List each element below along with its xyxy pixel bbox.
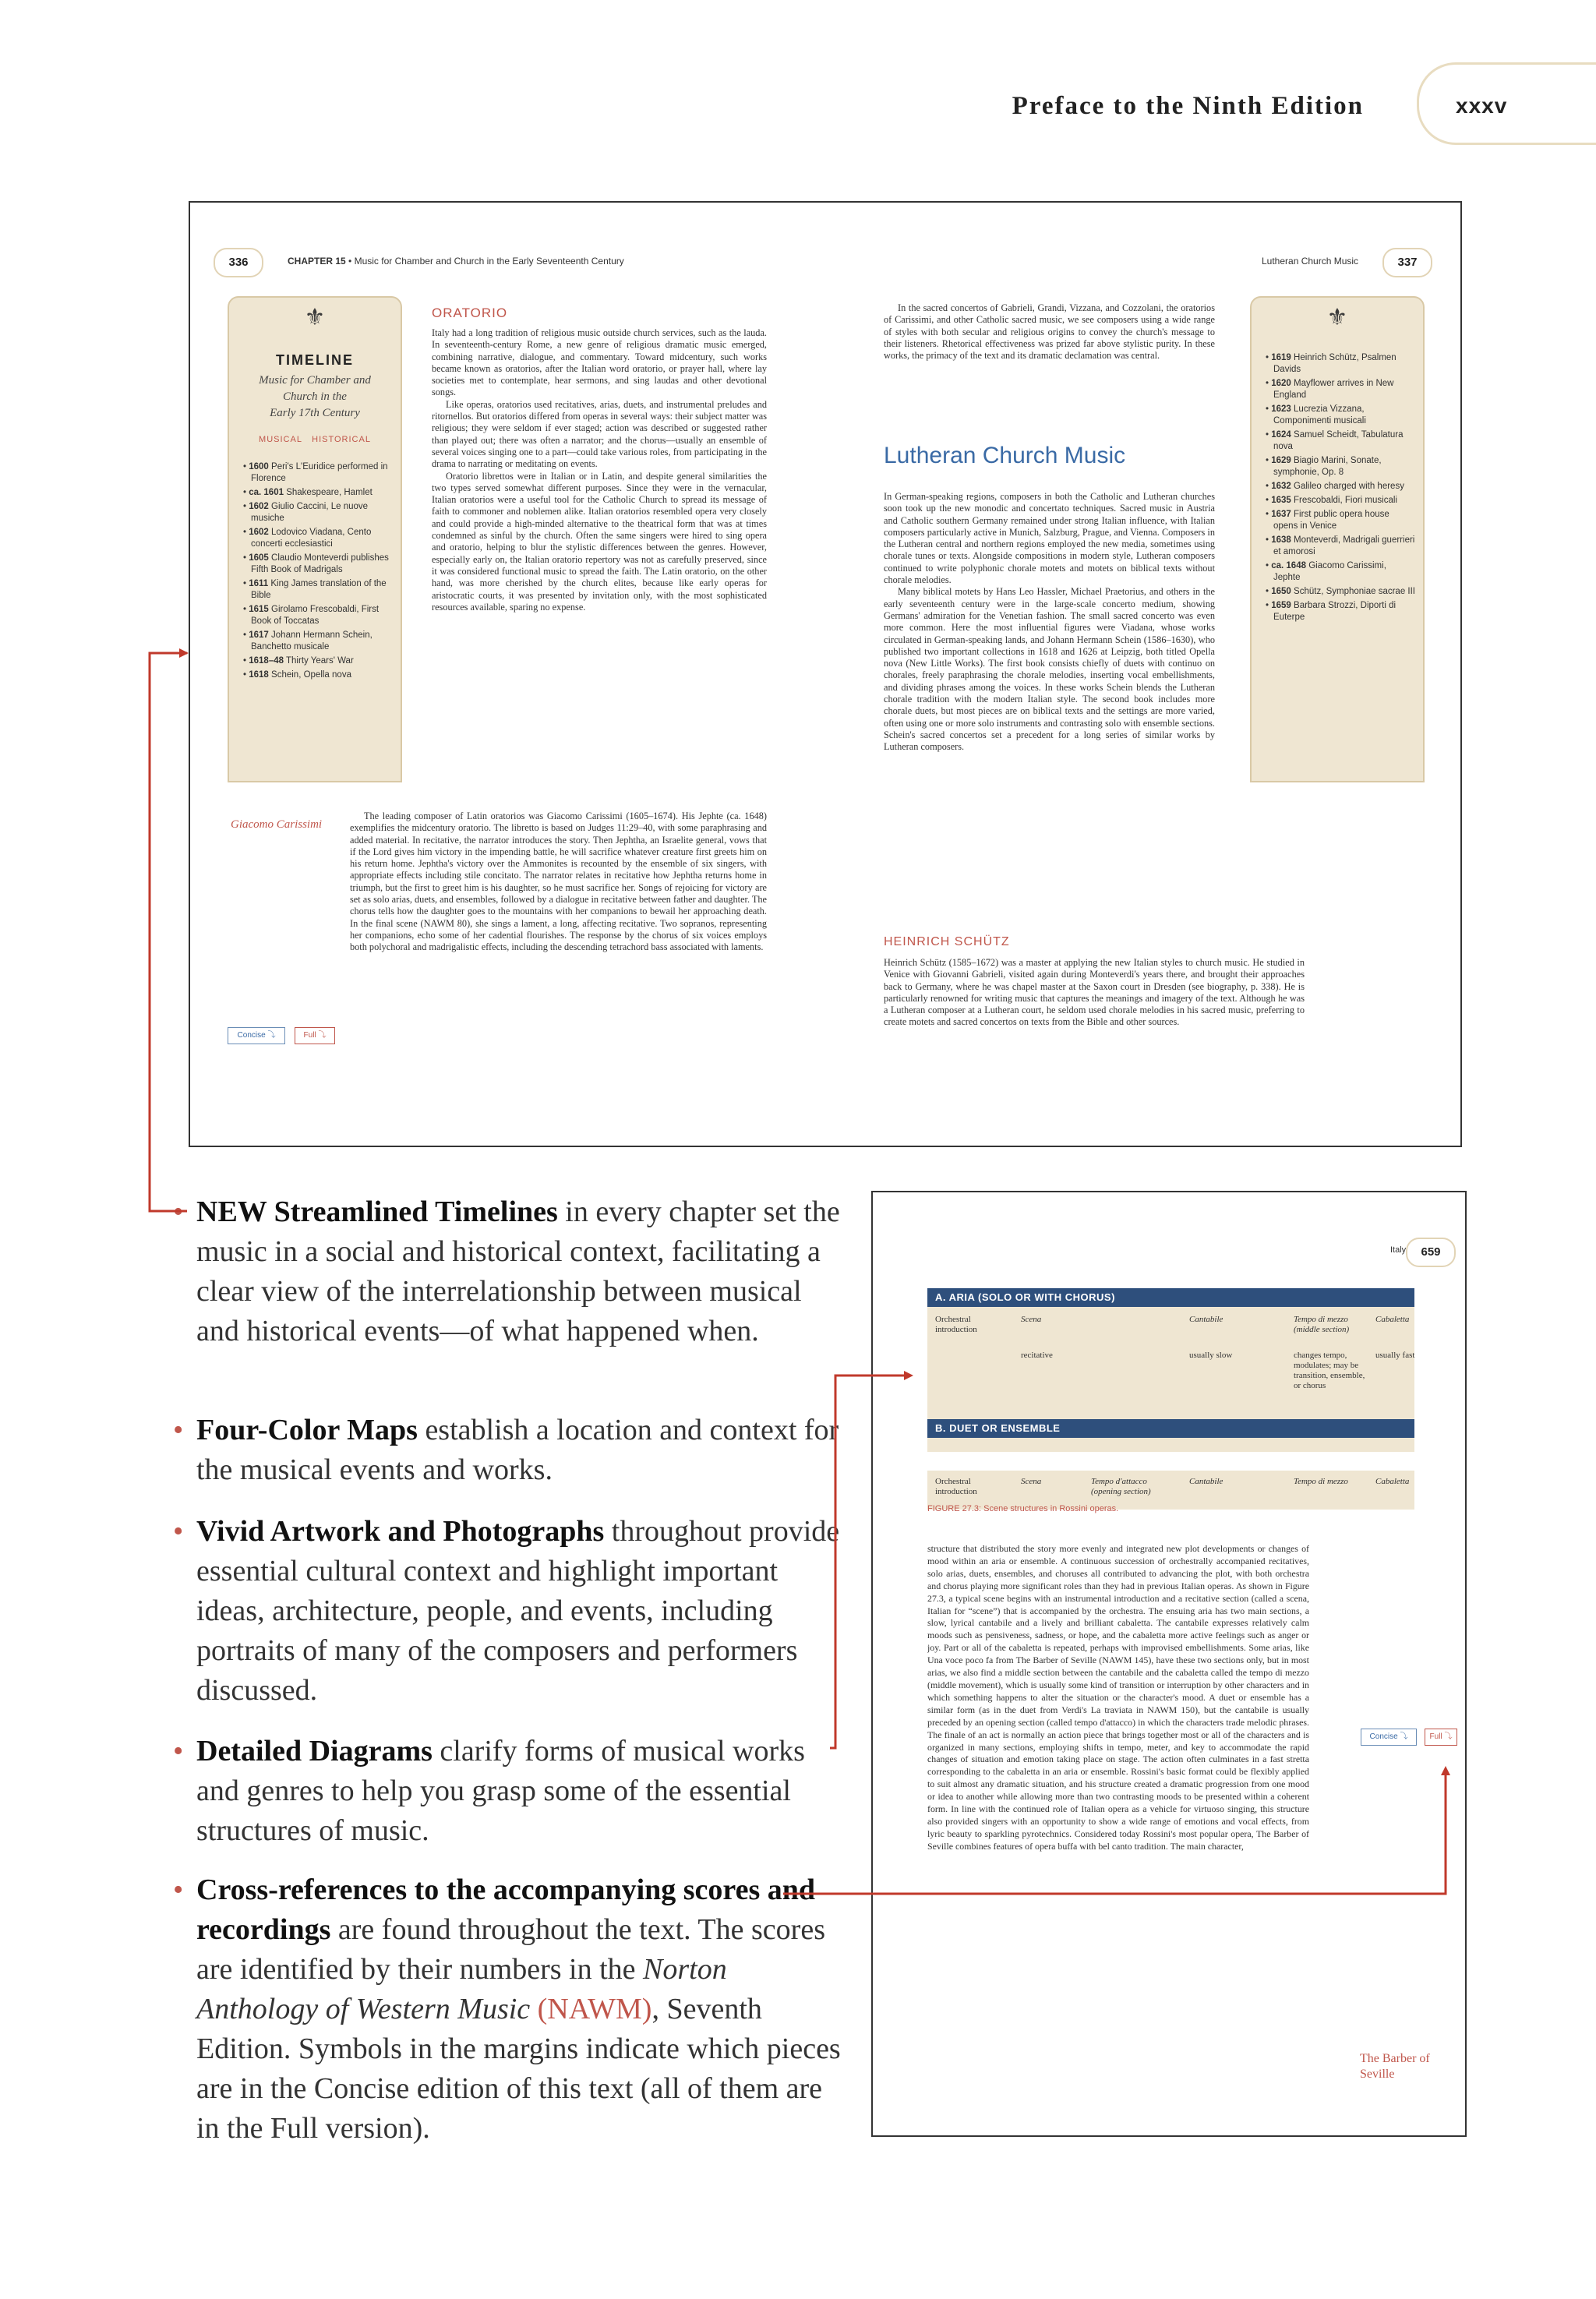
paragraph: Oratorio librettos were in Italian or in Latin, and despite general similarities the two types served somewhat different purposes. Since they were in the vernacular, Italian oratorios were a useful tool for the Catholic Church to spread its message of faith to commoner and noblemen alike. Italian oratorios resembled opera very closely and could provide a high-minded alternative to the theatrical form that was at times condemned as sinful by the church. Often the same singers were hired to sing opera and oratorio, helping to blur the stylistic differences between the genres. However, especially early on, the Italian oratorio repertory was not as carefully preserved, since it was considered functional music to spread the faith. The Latin oratorio, on the other hand, was more cherished by the church elites, because like early operas for aristocratic courts, it was presented by invitation only, with the most sophisticated resources available, sparing no expense. (432, 470, 767, 613)
timeline-event: Giulio Caccini, Le nuove musiche (251, 502, 369, 523)
bullet-dot: • (173, 1735, 184, 1768)
diagram-cell: Scena (1021, 1477, 1042, 1486)
timeline-item: • 1620 Mayflower arrives in New England (1266, 379, 1394, 400)
timeline-event: Schein, Opella nova (271, 670, 351, 680)
nawm-abbrev: (NAWM) (530, 1993, 652, 2025)
timeline-event: First public opera house opens in Venice (1273, 510, 1389, 531)
timeline-item: • 1637 First public opera house opens in Venice (1266, 510, 1389, 531)
timeline-item: • 1617 Johann Hermann Schein, Banchetto musicale (243, 630, 373, 652)
timeline-year: 1617 (249, 630, 269, 640)
timeline-item: • 1659 Barbara Strozzi, Diporti di Euterpe (1266, 601, 1396, 622)
timeline-event: Samuel Scheidt, Tabulatura nova (1273, 430, 1404, 451)
running-head-bullet: • (348, 256, 352, 267)
bullet-text: in every chapter set the music in a social and historical context, facilitating a clear view of the interrelationship between musical and historical events—of what happened when. (196, 1195, 840, 1347)
diagram-cell: usually slow (1189, 1351, 1233, 1360)
timeline-year: 1638 (1271, 535, 1291, 545)
margin-note-carissimi: Giacomo Carissimi (231, 818, 323, 831)
timeline-year: 1619 (1271, 353, 1291, 362)
page-number: xxxv (1456, 94, 1508, 118)
diagram-cell: Tempo di mezzo (1294, 1477, 1348, 1486)
arrow-head (1441, 1766, 1450, 1775)
timeline-event: Monteverdi, Madrigali guerrieri et amorosi (1273, 535, 1415, 556)
timeline-event: Biagio Marini, Sonate, symphonie, Op. 8 (1273, 456, 1382, 477)
bullet-text: clarify forms of musical works and genres to help you grasp some of the essential structures of music. (196, 1735, 805, 1847)
timeline-item: • 1618–48 Thirty Years' War (243, 656, 354, 666)
bullet-bold: Four-Color Maps (196, 1414, 418, 1446)
carissimi-paragraph: The leading composer of Latin oratorios was Giacomo Carissimi (1605–1674). His Jephte (ca. 1648) exemplifies the midcentury oratorio. The libretto is based on Judges 11:29–40, with some paraphrasing and added material. In recitative, the narrator introduces the story. Then Jephtha, an Israelite general, vows that if the Lord gives him victory in the impending battle, he will sacrifice whatever creature first greets him on his return home. Jephtha's victory over the Ammonites is recounted by the ensemble of six singers, with appropriate effects including stile concitato. The narrator relates in recitative how Jephtha returns home in triumph, but the first to greet him is his daughter, so he must sacrifice her. Songs of rejoicing for victory are set as solo arias, duets, and ensembles, followed by a dialogue in recitative between father and daughter. The chorus tells how the daughter goes to the mountains with her companions to bewail her approaching death. In the final scene (NAWM 80), she sings a lament, a long, affecting recitative. Two sopranos, representing her companions, echo some of her cadential flourishes. The response by the chorus of six voices employs both polychoral and madrigalistic effects, including the descending tetrachord bass associated with laments. (350, 810, 767, 953)
schutz-heading: HEINRICH SCHÜTZ (884, 935, 1010, 948)
right-running-head: Lutheran Church Music (1262, 256, 1359, 267)
timeline-item: • ca. 1601 Shakespeare, Hamlet (243, 488, 373, 497)
running-head-title: Music for Chamber and Church in the Early Seventeenth Century (354, 256, 624, 267)
timeline-item: • 1602 Giulio Caccini, Le nuove musiche (243, 502, 369, 523)
timeline-event: Claudio Monteverdi publishes Fifth Book of Madrigals (251, 553, 389, 574)
timeline-title: TIMELINE (276, 352, 354, 368)
timeline-item: • 1638 Monteverdi, Madrigali guerrieri et amorosi (1266, 535, 1415, 556)
right-intro-paragraph: In the sacred concertos of Gabrieli, Grandi, Vizzana, and Cozzolani, the oratorios of Carissimi, and other Catholic sacred music, we see composers using a wide range of styles with both secular and religious origins to convey the church's message to their listeners. Rhetorical effectiveness was prized far above stylistic purity. In these works, the primacy of the text and its dramatic declamation was central. (884, 302, 1215, 362)
diagram-cell: recitative (1021, 1351, 1053, 1360)
timeline-item: • 1600 Peri's L'Euridice performed in Florence (243, 462, 388, 483)
diagram-cell: Orchestral introduction (935, 1315, 977, 1334)
timeline-year: 1602 (249, 528, 269, 537)
right-page-number: 337 (1382, 248, 1432, 277)
timeline-year: 1605 (249, 553, 269, 563)
timeline-tab-musical: MUSICAL (259, 435, 302, 444)
bullet-dot: • (173, 1515, 184, 1548)
timeline-year: 1629 (1271, 456, 1291, 465)
timeline-event: Lucrezia Vizzana, Componimenti musicali (1273, 404, 1366, 426)
timeline-event: Heinrich Schütz, Psalmen Davids (1273, 353, 1396, 374)
rossini-text: structure that distributed the story more evenly and integrated new plot developments or changes of mood within an aria or ensemble. A continuous succession of orchestrally accompanied recitatives, solo arias, duets, ensembles, and choruses all contributed to advancing the plot, with both orchestra and chorus playing more significant roles than they had in previous Italian operas. As shown in Figure 27.3, a typical scene begins with an instrumental introduction and a recitative section (called a scena, Italian for “scene”) that is accompanied by the orchestra. The ensuing aria has two main sections, a slow, lyrical cantabile and a lively and brilliant cabaletta. The cantabile expresses relatively calm moods such as pensiveness, sadness, or hope, and the cabaletta more active feelings such as anger or joy. Part or all of the cabaletta is repeated, perhaps with improvised embellishments. Some arias, like Una voce poco fa from The Barber of Seville (NAWM 145), have these two sections only, but in most arias, we also find a middle section between the cantabile and the cabaletta called the tempo di mezzo (middle movement), which is usually some kind of transition or interruption by other characters and in which something happens to alter the situation or the character's mood. A duet or ensemble has a similar form (as in the duet from Verdi's La traviata in NAWM 150), but the cantabile is usually preceded by an opening section (called tempo d'attacco) in which the characters trade melodic phrases. The finale of an act is normally an action piece that brings together most or all of the characters and is organized in many sections, employing shifts in tempo, meter, and key to accommodate the rapid changes of situation and emotion taking place on stage. The action often culminates in a fast stretta corresponding to the cabaletta in an aria or ensemble. Rossini's basic format could be flexibly applied to suit almost any dramatic situation, and his structure created a dramatic progression from one mood or idea to another while allowing more than two contrasting moods to be presented within a coherent form. In line with the continued role of Italian opera as a vehicle for virtuoso singing, this structure also provided singers with an opportunity to show a wide range of emotions and vocal effects, from lyric beauty to sparkling pyrotechnics. Considered today Rossini's most popular opera, The Barber of Seville combines features of opera buffa with bel canto tradition. The main character, (927, 1543, 1309, 1852)
arrow-head (904, 1371, 913, 1380)
oratorio-heading: ORATORIO (432, 305, 508, 320)
timeline-item: • ca. 1648 Giacomo Carissimi, Jephte (1266, 561, 1386, 582)
diagram-bar-duet: B. DUET OR ENSEMBLE (927, 1419, 1414, 1438)
running-head: Italy (1390, 1245, 1407, 1255)
timeline-year: 1615 (249, 605, 269, 614)
timeline-tab-historical: HISTORICAL (312, 435, 371, 444)
timeline-event: Schütz, Symphoniae sacrae III (1294, 587, 1415, 596)
bullet-dot: • (173, 1195, 184, 1228)
timeline-event: Peri's L'Euridice performed in Florence (251, 462, 388, 483)
anthology-title: Norton Anthology of Western Music (196, 1953, 727, 2025)
bullet-bold: Detailed Diagrams (196, 1735, 433, 1768)
concise-symbol[interactable]: Concise ⤵ (228, 1027, 285, 1044)
running-head-chapter: CHAPTER 15 (288, 256, 346, 267)
arrow-head (179, 648, 189, 658)
paragraph: In German-speaking regions, composers in both the Catholic and Lutheran churches soon took up the new monodic and concertato techniques. Sacred music in Austria and Catholic southern Germany remained under strong Italian influence, with Italian composers particularly active in Munich, Salzburg, Prague, and Vienna. Composers in the Lutheran central and northern regions employed the new media, sometimes using chorale tunes or texts. Alongside compositions in modern style, Lutheran composers continued to write polyphonic chorale motets and motets on biblical texts without chorale melodies. (884, 491, 1215, 586)
timeline-year: 1650 (1271, 587, 1291, 596)
diagram-cell: Scena (1021, 1315, 1042, 1324)
schutz-paragraph: Heinrich Schütz (1585–1672) was a master at applying the new Italian styles to church music. He studied in Venice with Giovanni Gabrieli, visited again during Monteverdi's years there, and brought their approaches back to Germany, where he was chapel master at the Saxon court in Dresden (see biography, p. 338). He is particularly renowned for writing music that captures the meanings and imagery of the text. Although he was a Lutheran composer at a Lutheran court, he seldom used chorale melodies in his sacred music, preferring to create motets and sacred concertos on texts from the Bible and other sources. (884, 957, 1305, 1028)
timeline-item: • 1618 Schein, Opella nova (243, 670, 351, 680)
timeline-subtitle-line: Music for Chamber and (259, 374, 371, 387)
timeline-event: Shakespeare, Hamlet (286, 488, 373, 497)
margin-note-barber: The Barber of Seville (1360, 2052, 1430, 2081)
timeline-item: • 1632 Galileo charged with heresy (1266, 482, 1404, 491)
figure-caption: FIGURE 27.3: Scene structures in Rossini operas. (927, 1504, 1119, 1513)
timeline-event: Girolamo Frescobaldi, First Book of Toccatas (251, 605, 380, 626)
diagram-cell: usually fast (1375, 1351, 1415, 1360)
bullet-dot: • (173, 1873, 184, 1906)
diagram-cell: Orchestral introduction (935, 1477, 977, 1496)
timeline-year: 1632 (1271, 482, 1291, 491)
timeline-item: • 1629 Biagio Marini, Sonate, symphonie, Op. 8 (1266, 456, 1382, 477)
timeline-item: • 1602 Lodovico Viadana, Cento concerti ecclesiastici (243, 528, 372, 549)
timeline-year: 1624 (1271, 430, 1291, 440)
timeline-year: 1659 (1271, 601, 1291, 610)
timeline-year: 1611 (249, 579, 269, 588)
diagram-cell: Tempo d'attacco (opening section) (1091, 1477, 1151, 1496)
bullet-bold: Cross-references to the accompanying scores and recordings (196, 1873, 816, 1946)
left-page-number: 336 (214, 248, 263, 277)
timeline-year: 1620 (1271, 379, 1291, 388)
timeline-item: • 1619 Heinrich Schütz, Psalmen Davids (1266, 353, 1396, 374)
timeline-year: ca. 1648 (1271, 561, 1306, 570)
full-symbol[interactable]: Full ⤵ (1425, 1729, 1457, 1746)
timeline-event: Lodovico Viadana, Cento concerti ecclesiastici (251, 528, 372, 549)
bullet-text: throughout provide essential cultural context and highlight important ideas, architecture, people, and events, including portraits of many of the composers and performers discussed. (196, 1515, 840, 1707)
timeline-year: 1618 (249, 670, 269, 680)
page-number: 659 (1406, 1238, 1456, 1267)
bullet-text: , Seventh Edition. Symbols in the margins indicate which pieces are in the Concise edition of this text (all of them are in the Full version). (196, 1993, 841, 2145)
fleur-de-lis-icon: ⚜ (304, 304, 326, 331)
timeline-event: Thirty Years' War (286, 656, 354, 666)
bullet-text: establish a location and context for the musical events and works. (196, 1414, 839, 1486)
timeline-item: • 1635 Frescobaldi, Fiori musicali (1266, 496, 1397, 505)
timeline-year: 1618–48 (249, 656, 284, 666)
diagram-cell: Cantabile (1189, 1315, 1223, 1324)
connector-timelines (150, 653, 187, 1211)
timeline-event: Barbara Strozzi, Diporti di Euterpe (1273, 601, 1396, 622)
timeline-year: 1602 (249, 502, 269, 511)
diagram-cell: Cabaletta (1375, 1477, 1410, 1486)
bullet-dot: • (173, 1414, 184, 1446)
diagram-cell: Tempo di mezzo (middle section) (1294, 1315, 1350, 1334)
timeline-item: • 1611 King James translation of the Bible (243, 579, 387, 600)
timeline-item: • 1605 Claudio Monteverdi publishes Fifth Book of Madrigals (243, 553, 389, 574)
full-symbol[interactable]: Full ⤵ (295, 1027, 335, 1044)
paragraph: Italy had a long tradition of religious music outside church services, such as the lauda. In seventeenth-century Rome, a new genre of religious dramatic music emerged, combining narrative, dialogue, and commentary. Toward midcentury, such works became known as oratorios, after the Italian word oratorio, or prayer hall, where lay societies met to contemplate, hear sermons, and sing laudas and other devotional songs. (432, 327, 767, 398)
diagram-bar-aria: A. ARIA (SOLO OR WITH CHORUS) (927, 1288, 1414, 1307)
timeline-event: Giacomo Carissimi, Jephte (1273, 561, 1386, 582)
paragraph: Many biblical motets by Hans Leo Hassler, Michael Praetorius, and others in the early seventeenth century were in the large-scale concerto medium, showing Germans' admiration for the Venetian fashion. The small sacred concerto was even more common. Here the most influential figures were Viadana, whose works circulated in German-speaking lands, and Johann Hermann Schein (1586–1630), who published two important collections in 1618 and 1626 at Leipzig, both titled Opella nova (New Little Works). The first book consists chiefly of duets with continuo on chorales, freely paraphrasing the chorale melodies, inserting vocal embellishments, and dividing phrases among the voices. In these works Schein blends the Lutheran chorale tradition with the modern Italian style. The second book includes more chorale duets, but most pieces are on biblical texts and the settings are more varied, often using one or more solo instruments and contrasting solo with ensemble sections. Schein's sacred concertos set a precedent for a long series of similar works by Lutheran composers. (884, 586, 1215, 753)
diagram-cell: Cabaletta (1375, 1315, 1410, 1324)
concise-symbol[interactable]: Concise ⤵ (1361, 1729, 1417, 1746)
lutheran-heading: Lutheran Church Music (884, 443, 1126, 468)
bullet-bold: Vivid Artwork and Photographs (196, 1515, 605, 1548)
connector-cross-references (783, 1769, 1446, 1894)
timeline-subtitle-line: Early 17th Century (270, 407, 360, 419)
paragraph: Like operas, oratorios used recitatives, arias, duets, and instrumental preludes and ritornellos. But oratorios differed from operas in several ways: their subject matter was religious; they were seldom if ever staged; action was described or suggested rather than played out; there was often a narrator; and the chorus—usually an ensemble of several voices singing one to a part—could take various roles, from participating in the drama to narrating or meditating on events. (432, 398, 767, 470)
page-title: Preface to the Ninth Edition (1012, 92, 1364, 120)
timeline-event: King James translation of the Bible (251, 579, 387, 600)
timeline-event: Johann Hermann Schein, Banchetto musicale (251, 630, 373, 652)
timeline-item: • 1624 Samuel Scheidt, Tabulatura nova (1266, 430, 1404, 451)
timeline-item: • 1623 Lucrezia Vizzana, Componimenti musicali (1266, 404, 1366, 426)
timeline-event: Galileo charged with heresy (1294, 482, 1404, 491)
diagram-cell: changes tempo, modulates; may be transition, ensemble, or chorus (1294, 1351, 1365, 1390)
diagram-cell: Cantabile (1189, 1477, 1223, 1486)
timeline-subtitle-line: Church in the (283, 390, 347, 403)
timeline-event: Mayflower arrives in New England (1273, 379, 1394, 400)
bullet-bold: NEW Streamlined Timelines (196, 1195, 558, 1228)
timeline-year: 1635 (1271, 496, 1291, 505)
connector-diagrams (830, 1376, 910, 1748)
timeline-item: • 1650 Schütz, Symphoniae sacrae III (1266, 587, 1415, 596)
timeline-year: 1637 (1271, 510, 1291, 519)
fleur-de-lis-icon: ⚜ (1326, 304, 1348, 331)
bullet-text: are found throughout the text. The scores are identified by their numbers in the (196, 1913, 825, 1986)
timeline-year: 1600 (249, 462, 269, 471)
timeline-item: • 1615 Girolamo Frescobaldi, First Book of Toccatas (243, 605, 380, 626)
timeline-year: 1623 (1271, 404, 1291, 414)
timeline-event: Frescobaldi, Fiori musicali (1294, 496, 1397, 505)
timeline-year: ca. 1601 (249, 488, 284, 497)
